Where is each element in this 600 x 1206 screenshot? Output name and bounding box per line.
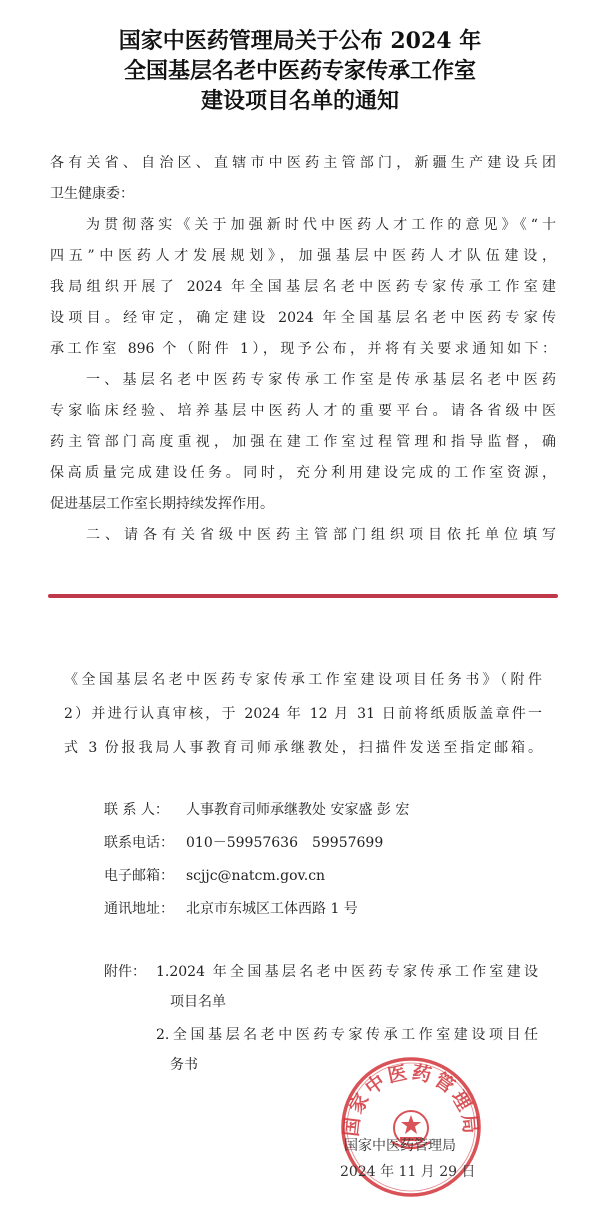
attachments-label: 附件：	[104, 964, 146, 980]
paragraph-1-line-4: 设项目。经审定，确定建设 2024 年全国基层名老中医药专家传	[50, 310, 556, 326]
attachment-2-line-1: 2.全国基层名老中医药专家传承工作室建设项目任	[156, 1027, 538, 1043]
paragraph-2-line-4: 保高质量完成建设任务。同时，充分利用建设完成的工作室资源，	[50, 465, 556, 481]
paragraph-2-line-3: 药主管部门高度重视，加强在建工作室过程管理和指导监督，确	[50, 434, 556, 450]
paragraph-3-line-1: 二、请各有关省级中医药主管部门组织项目依托单位填写	[86, 527, 556, 543]
contact-address-value: 北京市东城区工体西路 1 号	[186, 901, 358, 917]
attachment-1-line-1: 1.2024 年全国基层名老中医药专家传承工作室建设	[156, 964, 538, 980]
paragraph-1-line-1: 为贯彻落实《关于加强新时代中医药人才工作的意见》《“十	[86, 217, 556, 233]
contact-phone-value: 010－59957636 59957699	[186, 835, 384, 851]
contact-person-value: 人事教育司师承继教处 安家盛 彭 宏	[186, 802, 410, 818]
attachment-1-line-2: 项目名单	[170, 994, 226, 1010]
attachment-2-line-2: 务书	[170, 1057, 198, 1073]
contact-address-label: 通讯地址：	[104, 901, 174, 917]
paragraph-2-line-5: 促进基层工作室长期持续发挥作用。	[50, 496, 274, 512]
salutation-line-1: 各有关省、自治区、直辖市中医药主管部门，新疆生产建设兵团	[50, 155, 556, 171]
salutation-line-2: 卫生健康委：	[50, 186, 134, 202]
signature-date: 2024 年 11 月 29 日	[340, 1164, 476, 1180]
contact-phone-label: 联系电话：	[104, 835, 174, 851]
contact-person-label: 联 系 人：	[104, 802, 169, 818]
title-line-2: 全国基层名老中医药专家传承工作室	[123, 58, 476, 84]
paragraph-3-line-2: 《全国基层名老中医药专家传承工作室建设项目任务书》（附件	[64, 672, 542, 688]
paragraph-2-line-1: 一、基层名老中医药专家传承工作室是传承基层名老中医药	[86, 372, 556, 388]
signature-org: 国家中医药管理局	[344, 1138, 456, 1154]
paragraph-1-line-3: 我局组织开展了 2024 年全国基层名老中医药专家传承工作室建	[50, 279, 556, 295]
title-line-3: 建设项目名单的通知	[200, 88, 399, 114]
paragraph-3-line-3: 2）并进行认真审核，于 2024 年 12 月 31 日前将纸质版盖章件一	[64, 706, 542, 722]
paragraph-1-line-5: 承工作室 896 个（附件 1），现予公布，并将有关要求通知如下：	[50, 341, 556, 357]
seal-text: 国家中医药管理局	[340, 1061, 482, 1138]
contact-email-value[interactable]: scjjc@natcm.gov.cn	[186, 868, 326, 884]
paragraph-3-line-4: 式 3 份报我局人事教育司师承继教处，扫描件发送至指定邮箱。	[64, 740, 542, 756]
paragraph-2-line-2: 专家临床经验、培养基层中医药人才的重要平台。请各省级中医	[50, 403, 556, 419]
paragraph-1-line-2: 四五”中医药人才发展规划》，加强基层中医药人才队伍建设，	[50, 248, 556, 264]
contact-email-label: 电子邮箱：	[104, 868, 174, 884]
title-line-1: 国家中医药管理局关于公布 2024 年	[118, 28, 482, 54]
page-divider	[48, 594, 558, 598]
